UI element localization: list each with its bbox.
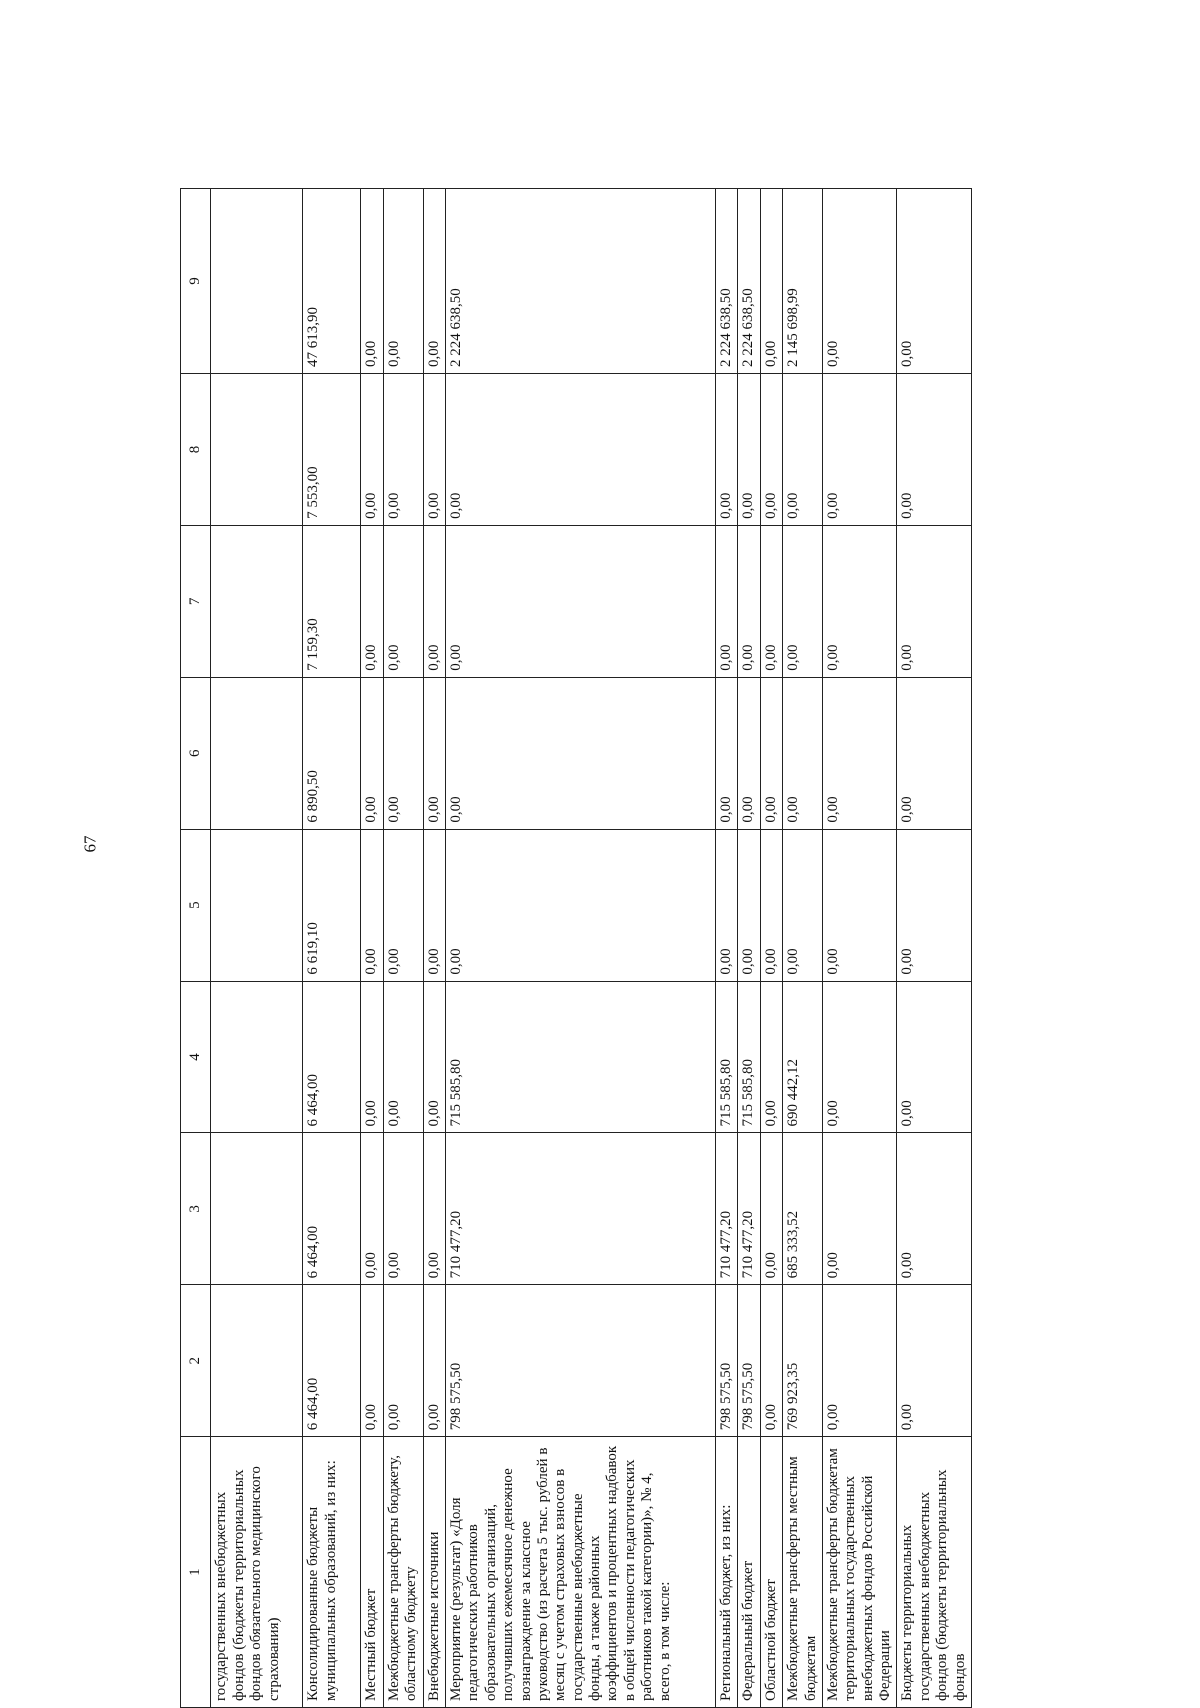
value-cell-col-7	[211, 525, 303, 677]
value-cell-col-9: 0,00	[897, 189, 972, 374]
value-cell-col-6: 0,00	[423, 677, 445, 829]
value-cell-col-2: 0,00	[423, 1285, 445, 1437]
value-cell-col-5: 0,00	[897, 829, 972, 981]
value-cell-col-4: 0,00	[897, 981, 972, 1133]
row-label: Областной бюджет	[760, 1437, 782, 1708]
table-row	[211, 189, 303, 1708]
table-row	[361, 189, 383, 1708]
value-cell-col-6: 0,00	[361, 677, 383, 829]
value-cell-col-5: 0,00	[715, 829, 737, 981]
rotated-table-container	[180, 188, 1200, 1708]
value-cell-col-5: 0,00	[383, 829, 423, 981]
table-row	[822, 189, 897, 1708]
row-label: государственных внебюджетных фондов (бюджеты территориальных фондов обязательного медицинского страхования)	[211, 1437, 303, 1708]
value-cell-col-9: 0,00	[423, 189, 445, 374]
value-cell-col-8: 7 553,00	[303, 374, 361, 526]
column-header-7: 7	[181, 525, 211, 677]
value-cell-col-3: 6 464,00	[303, 1133, 361, 1285]
value-cell-col-4: 0,00	[822, 981, 897, 1133]
value-cell-col-6: 0,00	[383, 677, 423, 829]
value-cell-col-4: 715 585,80	[715, 981, 737, 1133]
row-label: Мероприятие (результат) «Доля педагогических работников образовательных организаций, получивших ежемесячное денежное вознаграждение за классное руководство (из расчета 5 тыс. рублей в месяц с учетом страховых взносов в государственные внебюджетные фонды, а также районных коэффициентов и процентных надбавок в общей численности педагогических работников такой категории)», № 4, всего, в том числе:	[445, 1437, 715, 1708]
value-cell-col-6: 0,00	[760, 677, 782, 829]
value-cell-col-7: 0,00	[822, 525, 897, 677]
column-header-4: 4	[181, 981, 211, 1133]
value-cell-col-3: 0,00	[383, 1133, 423, 1285]
row-label: Межбюджетные трансферты местным бюджетам	[783, 1437, 823, 1708]
table-row	[383, 189, 423, 1708]
value-cell-col-5: 6 619,10	[303, 829, 361, 981]
table-row	[423, 189, 445, 1708]
value-cell-col-2: 0,00	[897, 1285, 972, 1437]
page-number: 67	[80, 835, 100, 853]
value-cell-col-5: 0,00	[822, 829, 897, 981]
table-body	[211, 189, 972, 1708]
value-cell-col-6: 0,00	[783, 677, 823, 829]
value-cell-col-6: 0,00	[897, 677, 972, 829]
column-header-5: 5	[181, 829, 211, 981]
column-header-1: 1	[181, 1437, 211, 1708]
value-cell-col-3: 710 477,20	[715, 1133, 737, 1285]
value-cell-col-3: 0,00	[822, 1133, 897, 1285]
value-cell-col-7: 0,00	[423, 525, 445, 677]
row-label: Внебюджетные источники	[423, 1437, 445, 1708]
value-cell-col-2: 798 575,50	[445, 1285, 715, 1437]
value-cell-col-9: 47 613,90	[303, 189, 361, 374]
column-header-9: 9	[181, 189, 211, 374]
value-cell-col-2: 0,00	[361, 1285, 383, 1437]
value-cell-col-6: 0,00	[822, 677, 897, 829]
value-cell-col-7: 0,00	[361, 525, 383, 677]
value-cell-col-3: 0,00	[361, 1133, 383, 1285]
table-row	[303, 189, 361, 1708]
header-row	[181, 189, 211, 1708]
value-cell-col-8	[211, 374, 303, 526]
budget-table	[180, 188, 972, 1708]
column-header-8: 8	[181, 374, 211, 526]
row-label: Межбюджетные трансферты бюджету, областному бюджету	[383, 1437, 423, 1708]
value-cell-col-9: 2 224 638,50	[738, 189, 760, 374]
value-cell-col-3: 0,00	[760, 1133, 782, 1285]
value-cell-col-6: 0,00	[445, 677, 715, 829]
value-cell-col-2: 6 464,00	[303, 1285, 361, 1437]
value-cell-col-5: 0,00	[783, 829, 823, 981]
value-cell-col-4: 715 585,80	[738, 981, 760, 1133]
value-cell-col-6: 6 890,50	[303, 677, 361, 829]
value-cell-col-9: 0,00	[383, 189, 423, 374]
column-header-6: 6	[181, 677, 211, 829]
value-cell-col-3: 710 477,20	[738, 1133, 760, 1285]
row-label: Бюджеты территориальных государственных внебюджетных фондов (бюджеты территориальных фондов	[897, 1437, 972, 1708]
table-row	[783, 189, 823, 1708]
value-cell-col-3: 0,00	[897, 1133, 972, 1285]
value-cell-col-4: 0,00	[760, 981, 782, 1133]
value-cell-col-3	[211, 1133, 303, 1285]
value-cell-col-8: 0,00	[760, 374, 782, 526]
value-cell-col-6: 0,00	[738, 677, 760, 829]
value-cell-col-4: 6 464,00	[303, 981, 361, 1133]
value-cell-col-7: 0,00	[897, 525, 972, 677]
row-label: Местный бюджет	[361, 1437, 383, 1708]
table-row	[715, 189, 737, 1708]
row-label: Межбюджетные трансферты бюджетам территориальных государственных внебюджетных фондов Российской Федерации	[822, 1437, 897, 1708]
value-cell-col-5: 0,00	[738, 829, 760, 981]
value-cell-col-8: 0,00	[423, 374, 445, 526]
value-cell-col-2: 0,00	[383, 1285, 423, 1437]
value-cell-col-9: 2 145 698,99	[783, 189, 823, 374]
value-cell-col-5: 0,00	[760, 829, 782, 981]
value-cell-col-8: 0,00	[383, 374, 423, 526]
value-cell-col-8: 0,00	[738, 374, 760, 526]
value-cell-col-8: 0,00	[445, 374, 715, 526]
value-cell-col-9: 0,00	[760, 189, 782, 374]
value-cell-col-4: 690 442,12	[783, 981, 823, 1133]
row-label: Консолидированные бюджеты муниципальных образований, из них:	[303, 1437, 361, 1708]
table-row	[445, 189, 715, 1708]
value-cell-col-7: 0,00	[760, 525, 782, 677]
column-header-3: 3	[181, 1133, 211, 1285]
value-cell-col-4: 0,00	[383, 981, 423, 1133]
value-cell-col-2: 798 575,50	[738, 1285, 760, 1437]
table-row	[738, 189, 760, 1708]
value-cell-col-6	[211, 677, 303, 829]
value-cell-col-4	[211, 981, 303, 1133]
value-cell-col-2: 769 923,35	[783, 1285, 823, 1437]
row-label: Региональный бюджет, из них:	[715, 1437, 737, 1708]
value-cell-col-8: 0,00	[361, 374, 383, 526]
table-row	[897, 189, 972, 1708]
value-cell-col-7: 0,00	[715, 525, 737, 677]
column-header-2: 2	[181, 1285, 211, 1437]
value-cell-col-2: 798 575,50	[715, 1285, 737, 1437]
value-cell-col-7: 0,00	[383, 525, 423, 677]
value-cell-col-8: 0,00	[897, 374, 972, 526]
value-cell-col-8: 0,00	[822, 374, 897, 526]
value-cell-col-3: 0,00	[423, 1133, 445, 1285]
value-cell-col-8: 0,00	[715, 374, 737, 526]
value-cell-col-5: 0,00	[361, 829, 383, 981]
value-cell-col-3: 685 333,52	[783, 1133, 823, 1285]
value-cell-col-2: 0,00	[822, 1285, 897, 1437]
value-cell-col-4: 0,00	[361, 981, 383, 1133]
value-cell-col-2	[211, 1285, 303, 1437]
value-cell-col-5: 0,00	[445, 829, 715, 981]
value-cell-col-7: 0,00	[783, 525, 823, 677]
value-cell-col-7: 0,00	[738, 525, 760, 677]
value-cell-col-9: 0,00	[822, 189, 897, 374]
value-cell-col-8: 0,00	[783, 374, 823, 526]
value-cell-col-9: 0,00	[361, 189, 383, 374]
value-cell-col-7: 7 159,30	[303, 525, 361, 677]
table-row	[760, 189, 782, 1708]
value-cell-col-9: 2 224 638,50	[445, 189, 715, 374]
value-cell-col-4: 0,00	[423, 981, 445, 1133]
value-cell-col-4: 715 585,80	[445, 981, 715, 1133]
value-cell-col-6: 0,00	[715, 677, 737, 829]
value-cell-col-3: 710 477,20	[445, 1133, 715, 1285]
value-cell-col-7: 0,00	[445, 525, 715, 677]
value-cell-col-5: 0,00	[423, 829, 445, 981]
row-label: Федеральный бюджет	[738, 1437, 760, 1708]
value-cell-col-5	[211, 829, 303, 981]
value-cell-col-9	[211, 189, 303, 374]
value-cell-col-9: 2 224 638,50	[715, 189, 737, 374]
value-cell-col-2: 0,00	[760, 1285, 782, 1437]
